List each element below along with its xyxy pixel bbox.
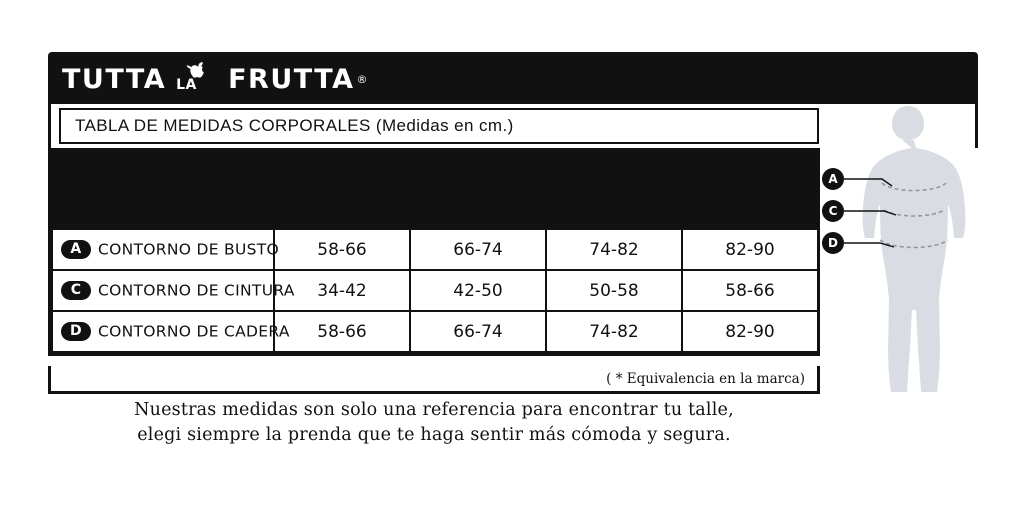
busto-size-2: 66-74	[410, 229, 546, 270]
cadera-size-3: 74-82	[546, 311, 682, 352]
header-size-4: 4	[682, 149, 818, 229]
row-label-busto	[52, 229, 280, 270]
badge-a: A	[61, 240, 91, 259]
row-label-busto-text: CONTORNO DE BUSTO	[98, 240, 280, 259]
caption	[48, 398, 820, 448]
badge-d: D	[61, 322, 91, 341]
cintura-size-4: 58-66	[682, 270, 818, 311]
cintura-size-2: 42-50	[410, 270, 546, 311]
registered-mark: ®	[356, 72, 369, 86]
table-row	[52, 229, 818, 270]
busto-size-3: 74-82	[546, 229, 682, 270]
table-row	[52, 270, 818, 311]
figure-callouts	[820, 100, 1010, 400]
header-talle: TALLE*	[52, 149, 274, 229]
figure-callout-a: A	[822, 168, 844, 190]
table-header-row	[52, 149, 818, 229]
row-label-cintura-text: CONTORNO DE CINTURA	[98, 281, 295, 300]
figure-callout-c: C	[822, 200, 844, 222]
equivalence-footnote: ( * Equivalencia en la marca)	[606, 370, 805, 387]
row-label-cadera	[52, 311, 290, 352]
row-label-cadera-text: CONTORNO DE CADERA	[98, 322, 290, 341]
size-table-wrapper	[48, 148, 820, 356]
brand-middle	[170, 60, 224, 98]
cintura-size-3: 50-58	[546, 270, 682, 311]
header-size-2: 2	[410, 149, 546, 229]
busto-size-1: 58-66	[274, 229, 410, 270]
caption-line-1: Nuestras medidas son solo una referencia para encontrar tu talle,	[134, 400, 734, 420]
measurement-figure	[820, 100, 1010, 400]
footnote-band	[48, 366, 820, 394]
header-size-3: 3	[546, 149, 682, 229]
header-size-1: 1	[274, 149, 410, 229]
figure-callout-d: D	[822, 232, 844, 254]
cintura-size-1: 34-42	[274, 270, 410, 311]
table-row	[52, 311, 818, 352]
brand-logo	[62, 62, 369, 96]
row-label-cintura	[52, 270, 295, 311]
brand-word-la: LA	[176, 77, 197, 93]
brand-word-frutta: FRUTTA	[228, 63, 355, 95]
busto-size-4: 82-90	[682, 229, 818, 270]
page-title: TABLA DE MEDIDAS CORPORALES (Medidas en cm.)	[59, 108, 819, 144]
cadera-size-1: 58-66	[274, 311, 410, 352]
badge-c: C	[61, 281, 91, 300]
cadera-size-2: 66-74	[410, 311, 546, 352]
size-table	[51, 148, 819, 353]
cadera-size-4: 82-90	[682, 311, 818, 352]
caption-line-2: elegi siempre la prenda que te haga sentir más cómoda y segura.	[137, 425, 731, 445]
brand-word-tutta: TUTTA	[62, 63, 167, 95]
